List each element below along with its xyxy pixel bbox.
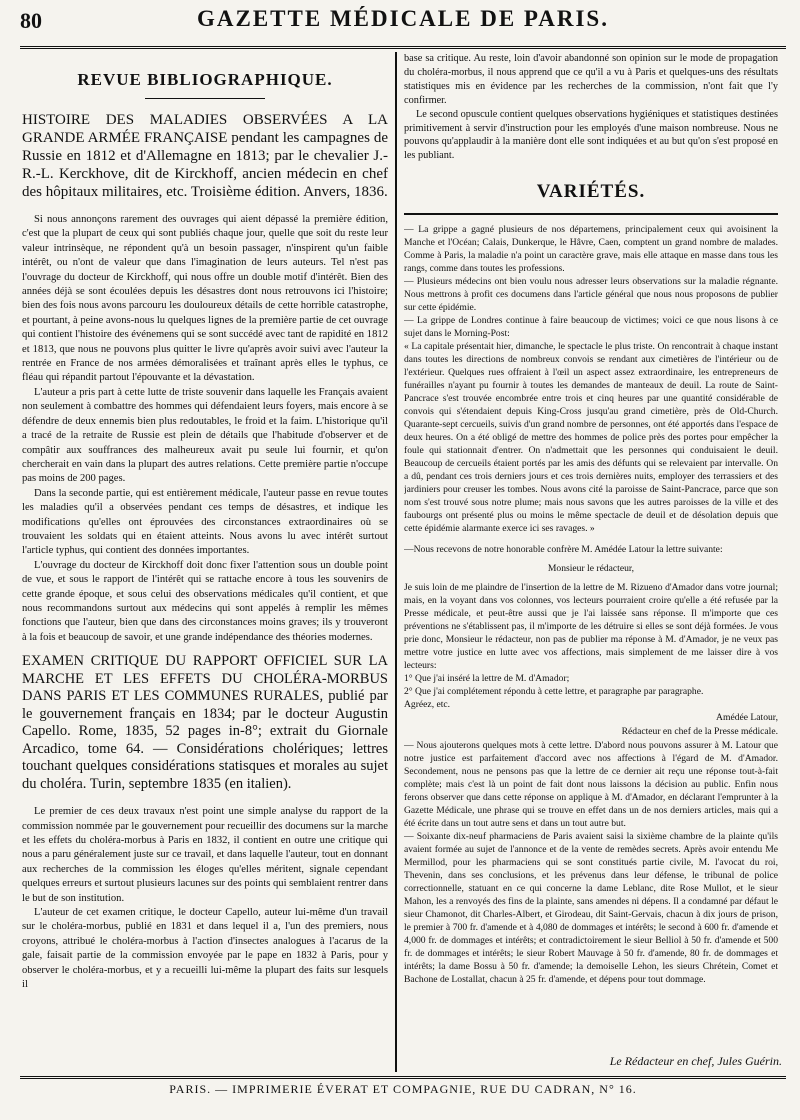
letter-body: Je suis loin de me plaindre de l'insertion de la lettre de M. Rizueno d'Amador dans votre journal; mais, en la voyant dans vos colonnes, vos lecteurs pourraient croire qu'elle a été refusée par la Presse médicale, et peut-être aussi que je l'ai laissée sans réponse. Il m'importe que ces préventions ne s'établissent pas, il m'importe de les détruire si elles se sont déjà formées. Je vous prie donc, Monsieur le rédacteur, non pas de publier ma réponse à M. d'Amador, je ne veux pas mettre votre justice en lutte avec vos affections, mais simplement de me laisser dire à vos lecteurs:: [404, 582, 778, 672]
quote-morning-post: « La capitale présentait hier, dimanche, le spectacle le plus triste. On rencontrait à chaque instant dans toutes les directions de nombreux convois se rendant aux cimetières de l'intérieur ou de l'extérieur. Quelques rues offraient à l'œil un aspect assez extraordinaire, les entrepreneurs de funérailles n'ayant pu fournir à toutes les demandes de manteaux de deuil. La route de Saint-Pancrace s'est trouvée encombrée entre trois et cinq heures par une quantité considérable de convois qui s'étendaient depuis King-Cross jusqu'au grand cimetière, près de Old-Church. Quarante-sept cercueils, suivis d'un grand nombre de personnes, ont été apportés dans l'espace de deux heures. On a été obligé de mettre des hommes de police près des portes pour empêcher la foule qui stationnait d'entrer. On n'admettait que les personnes qui conduisaient le deuil. Beaucoup de cercueils étaient portés par les amis des défunts qui se relevaient par intervalle. On a dû, pendant ces trois derniers jours et ces trois dernières nuits, employer des terrassiers et des jardiniers pour creuser les tombes. Nous avons cité la paroisse de Saint-Pancrace, parce que son nom s'est trouvé sous notre plume; mais nous savons que les autres paroisses de la ville et des faubourgs ont présenté plus ou moins le même spectacle de deuil et de désolation depuis que cette épidémie alarmante exerce ici ses ravages. »: [404, 341, 778, 535]
right-column: [404, 52, 778, 1072]
section-rule: [404, 213, 778, 215]
left-column: [22, 64, 388, 1072]
paragraph: Le second opuscule contient quelques observations hygiéniques et statistiques destinées primitivement à servir d'instruction pour les employés d'une maison nombreuse. Nous ne pouvons qu'applaudir à la manière dont elle sont indiquées et au but qu'on s'est proposé en les publiant.: [404, 108, 778, 162]
signature-name: Amédée Latour,: [716, 712, 778, 724]
column-divider: [395, 52, 397, 1072]
paragraph: Si nous annonçons rarement des ouvrages qui aient dépassé la première édition, c'est que la plupart de ceux qui sont publiés chaque jour, quelle que soit du reste leur valeur intrinsèque, ne répondent qu'à un besoin passager, n'inspirent qu'un faible intérêt, ou n'ont de valeur que dans l'imagination de leurs auteurs. Tel n'est pas l'ouvrage du docteur de Kirckhoff, qui nous offre un double motif d'intérêt. Bien des années déjà se sont écoulées depuis les désastres dont nous retrouvons ici l'histoire; bien des fois nous avons parcouru les douloureux détails de cette horrible catastrophe, et pourtant, à peine avons-nous lu quelques lignes de la première partie de cet ouvrage qui contient l'histoire des événemens qui se sont succédé avec tant de rapidité en 1812 et 1813, que nous ne pouvons plus quitter le livre qu'après avoir suivi avec l'auteur la rentrée en France de nos armées démoralisées et traînant après elles le typhus, ce fléau qui répandit partout l'épouvante et la dévastation.: [22, 214, 388, 384]
letter-salutation: Monsieur le rédacteur,: [547, 563, 635, 575]
news-item-latour: —Nous recevons de notre honorable confrère M. Amédée Latour la lettre suivante:: [404, 544, 723, 556]
news-item-pharmaciens: — Soixante dix-neuf pharmaciens de Paris avaient saisi la sixième chambre de la plainte qu'ils avaient formée au sujet de l'annonce et de la vente de remèdes secrets. Après avoir entendu Me Mermillod, pour les pharmaciens qui se sont constitués partie civile, M. l'avocat du roi, Thevenin, dans ses conclusions, et les prévenus dans leur défense, le tribunal de police correctionnelle, statuant en ce qui concerne la dame Leblanc, dite Rose Mullot, et le sieur Mahon, les a renvoyés des fins de la plainte, sans amendes ni dépens. Il a condamné par défaut le sieur Chamonot, dit Charles-Albert, et Girodeau, dit Saint-Gervais, chacun à dix jours de prison, le premier à 700 fr. d'amende et à 4,080 de dommages et intérêts; le second à 600 fr. d'amende et 4,000 fr. de dommages et intérêts; et contradictoirement le sieur Belliol à 50 fr. d'amende et 500 fr. de dommages et intérêts; le sieur Robert Mauvage à 50 fr. d'amende, 80 fr. de dommages et intérêts; la dame Bossu à 50 fr. d'amende; la demoiselle Lehon, les sieurs Chrétein, Comet et Bachone de Lostallat, chacun à 25 fr. d'amende, et dépens pour tout dommage.: [404, 831, 778, 986]
paragraph: Dans la seconde partie, qui est entièrement médicale, l'auteur passe en revue toutes les maladies qu'il a observées pendant ces temps de désastres, et indique les modifications qu'elles ont éprouvées des circonstances extraordinaires où se trouvaient les soldats qui en étaient atteints. Nous avons lu avec intérêt surtout l'article typhus, qui contient des données importantes.: [22, 487, 388, 557]
news-item-grippe: — La grippe a gagné plusieurs de nos départemens, principalement ceux qui avoisinent la Manche et l'Océan; Calais, Dunkerque, le Hâvre, Caen, comptent un grand nombre de malades. Comme à Paris, la maladie n'a point un caractère grave, mais elle attaque en masse dans tous les rangs, comme dans toutes les professions.: [404, 224, 778, 275]
book-entry-kirckhoff: HISTOIRE DES MALADIES OBSERVÉES A LA GRANDE ARMÉE FRANÇAISE pendant les campagnes de Russie en 1812 et d'Allemagne en 1813; par le chevalier J.-R.-L. Kerckhove, dit de Kirckhoff, ancien médecin en chef des hôpitaux militaires, etc. Troisième édition. Anvers, 1836.: [22, 112, 388, 200]
page-number: 80: [20, 8, 42, 33]
footer-rule: [20, 1076, 786, 1079]
page-header: [20, 4, 786, 46]
paragraph: L'auteur a pris part à cette lutte de triste souvenir dans laquelle les Français avaient non seulement à combattre des hommes qui défendaient leurs foyers, mais encore à se défendre de deux ennemis bien plus redoutables, le froid et la faim. L'historique qu'il a tracé de la retraite de Russie est plein de détails que l'habitude d'observer et de compâtir aux souffrances des malheureux avait pu seule lui fournir, et qu'on chercherait en vain dans la plupart des autres relations. Cette première partie n'occupe pas moins de 200 pages.: [22, 386, 388, 485]
news-item-observations: — Plusieurs médecins ont bien voulu nous adresser leurs observations sur la maladie régnante. Nous mettrons à profit ces documens dans l'article général que nous nous proposons de publier sur cette épidémie.: [404, 276, 778, 314]
section-title-varietes: VARIÉTÉS.: [536, 181, 646, 203]
section-underline: [145, 98, 265, 99]
book-entry-capello: EXAMEN CRITIQUE DU RAPPORT OFFICIEL SUR LA MARCHE ET LES EFFETS DU CHOLÉRA-MORBUS DANS PARIS ET LES COMMUNES RURALES, publié par le gouvernement français en 1834; par le docteur Augustin Capello. Rome, 1835, 52 pages in-8°; extrait du Giornale Arcadico, tome 64. — Considérations cholériques; lettres touchant quelques considérations statisques et morales au sujet du choléra. Turin, septembre 1835 (en italien).: [22, 653, 388, 792]
header-rule: [20, 46, 786, 49]
letter-point-1: 1° Que j'ai inséré la lettre de M. d'Amador;: [404, 673, 570, 685]
letter-closing: Agréez, etc.: [404, 699, 451, 711]
news-item-london: — La grippe de Londres continue à faire beaucoup de victimes; voici ce que nous lisons à ce sujet dans le Morning-Post:: [404, 315, 778, 340]
journal-title: GAZETTE MÉDICALE DE PARIS.: [197, 6, 609, 31]
letter-point-2: 2° Que j'ai complétement répondu à cette lettre, et paragraphe par paragraphe.: [404, 686, 704, 698]
printer-footer: PARIS. — IMPRIMERIE ÉVERAT ET COMPAGNIE, RUE DU CADRAN, N° 16.: [169, 1082, 637, 1096]
paragraph: L'ouvrage du docteur de Kirckhoff doit donc fixer l'attention sous un double point de vue, et sous le rapport de l'intérêt qui se rattache encore à tous les souvenirs de cette grande époque, et sous celui des observations médicales qu'il contient, et que nous recommandons surtout aux médecins qui sont appelés à remplir les mêmes fonctions que l'auteur, bien que dans des circonstances moins graves; ils y trouveront à la fois et beaucoup de savoir, et une grande indépendance des théories modernes.: [22, 559, 388, 643]
paragraph: base sa critique. Au reste, loin d'avoir abandonné son opinion sur le mode de propagation du choléra-morbus, il nous apprend que ce qu'il a vu à Paris et quelques-uns des résultats statistiques mis en évidence par les recherches de la commission, n'ont fait que l'y confirmer.: [404, 53, 778, 106]
news-item-reply: — Nous ajouterons quelques mots à cette lettre. D'abord nous pouvons assurer à M. Latour que notre justice est parfaitement d'accord avec nos affections à l'égard de M. d'Amador. Secondement, nous ne pensons pas que la lettre de ce dernier ait reçu une réponse tout-à-fait complète; mais c'est là un point de fait dont nous laissons la décision au public. Enfin nous ferons observer que dans cette réponse on applique à M. d'Amador, en déclarant l'emprunter à la Gazette Médicale, une phrase qui se trouve en effet dans un de nos derniers articles, mais qui a été écrite dans un tout autre sens et dans un tout autre but.: [404, 740, 778, 830]
section-title-revue: REVUE BIBLIOGRAPHIQUE.: [77, 70, 333, 89]
signature-role: Rédacteur en chef de la Presse médicale.: [621, 726, 778, 738]
paragraph: Le premier de ces deux travaux n'est point une simple analyse du rapport de la commission nommée par le gouvernement pour recueillir des documens sur la marche et les effets du choléra-morbus à Paris en 1832, il contient en outre une critique qui nous a paru généralement juste sur ce travail, et dans laquelle l'auteur, tout en donnant aux recherches de la commission les éloges qu'elles méritent, signale cependant quelques erreurs et surtout plusieurs lacunes sur des points qui semblaient rentrer dans le but de son institution.: [22, 806, 388, 904]
editor-signature: Le Rédacteur en chef, Jules Guérin.: [609, 1054, 782, 1068]
paragraph: L'auteur de cet examen critique, le docteur Capello, auteur lui-même d'un travail sur le choléra-morbus, publié en 1831 et dans lequel il a, l'un des premiers, nous croyons, attribué le choléra-morbus à l'action d'insectes analogues à l'acarus de la gale, faisait partie de la commission envoyée par le pape en 1832 à Paris, pour y observer le choléra-morbus, et y a recueilli lui-même la plupart des faits sur lesquels il: [22, 907, 388, 991]
